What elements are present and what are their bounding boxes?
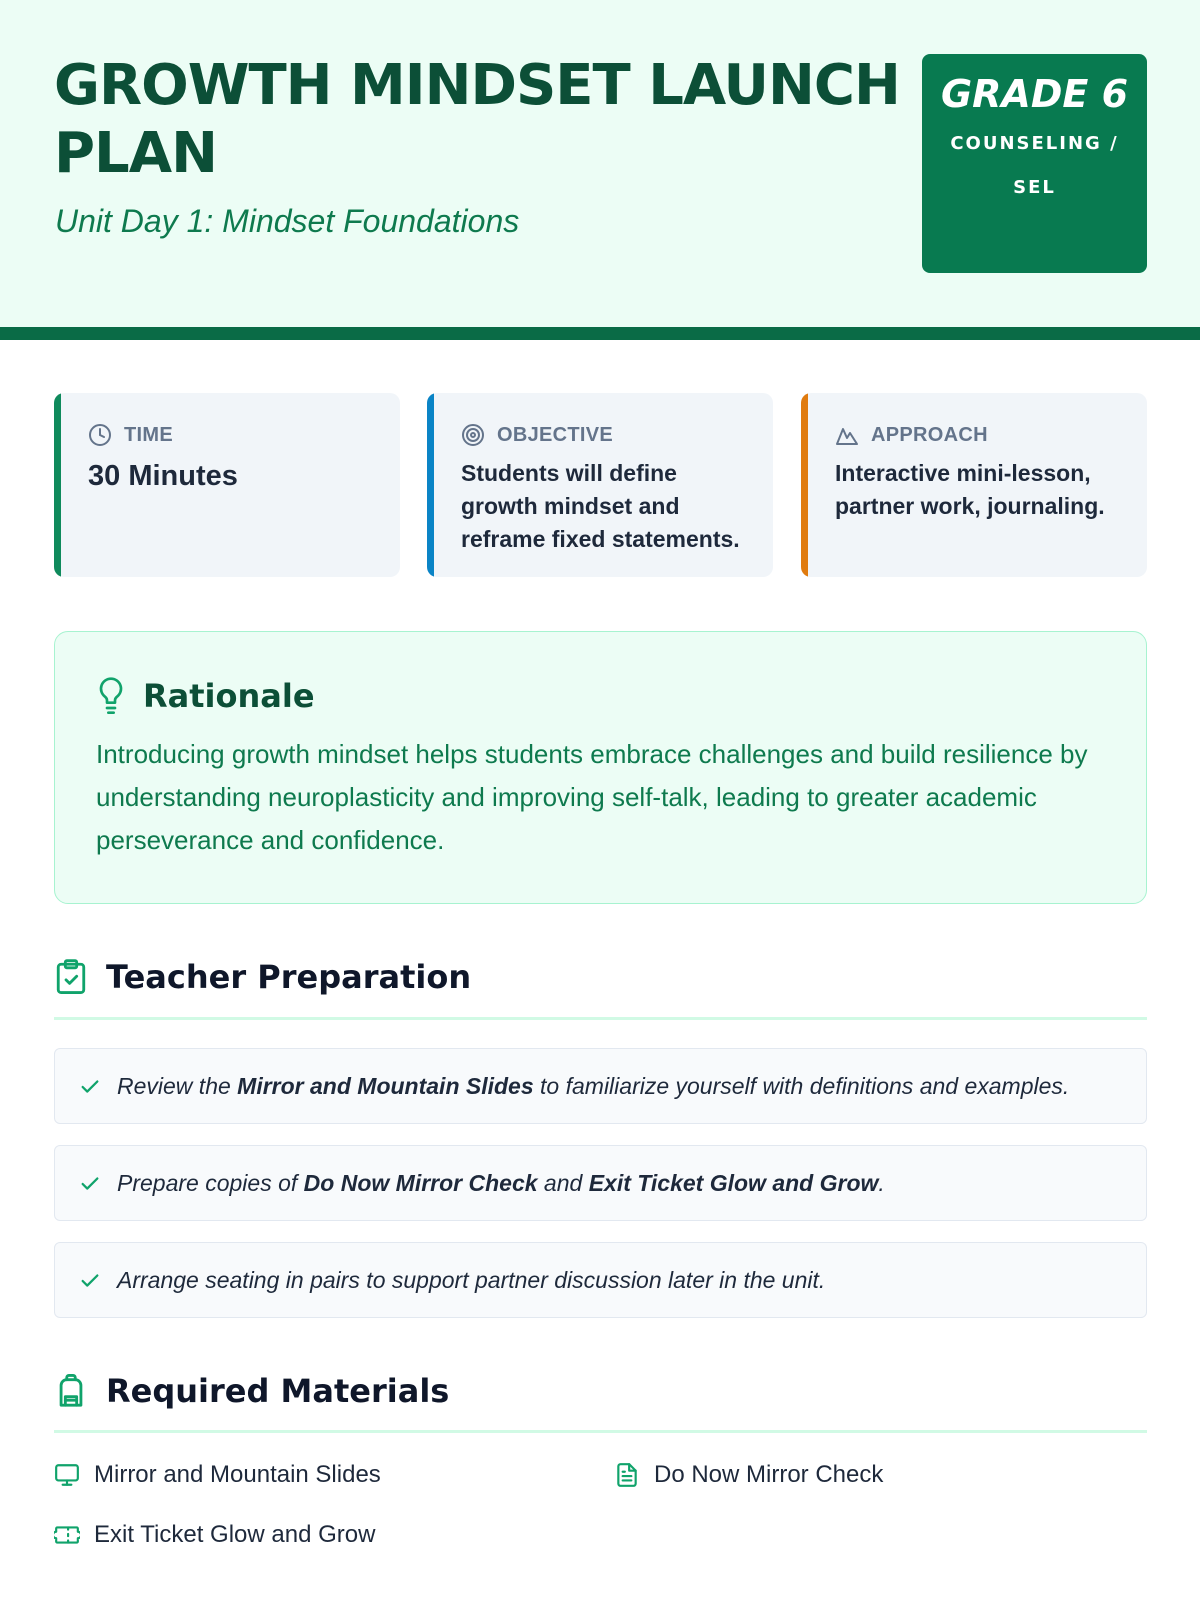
page-subtitle: Unit Day 1: Mindset Foundations <box>55 203 520 239</box>
card-accent <box>427 393 434 577</box>
time-label: TIME <box>124 423 173 446</box>
rationale-title: Rationale <box>143 677 315 715</box>
check-icon <box>79 1270 101 1292</box>
card-label <box>461 423 613 447</box>
info-cards <box>54 393 1147 577</box>
check-icon <box>79 1076 101 1098</box>
material-label: Mirror and Mountain Slides <box>94 1461 381 1488</box>
preparation-title: Teacher Preparation <box>106 958 472 996</box>
preparation-header <box>54 958 471 996</box>
approach-value: Interactive mini-lesson, partner work, journaling. <box>835 460 1105 519</box>
backpack-icon <box>54 1372 88 1410</box>
clock-icon <box>88 423 112 447</box>
prep-item-text: Prepare copies of Do Now Mirror Check and Exit Ticket Glow and Grow. <box>117 1170 885 1196</box>
prep-item <box>54 1242 1147 1318</box>
grade-badge <box>922 54 1147 273</box>
prep-item-text: Arrange seating in pairs to support partner discussion later in the unit. <box>117 1267 826 1293</box>
prep-item <box>54 1145 1147 1221</box>
monitor-icon <box>54 1462 80 1488</box>
card-label <box>88 423 173 447</box>
approach-card <box>801 393 1147 577</box>
section-divider <box>54 1017 1147 1020</box>
material-item <box>54 1521 375 1549</box>
material-item <box>614 1461 883 1489</box>
grade-label: GRADE 6 <box>940 72 1129 116</box>
objective-value: Students will define growth mindset and reframe fixed statements. <box>461 460 740 552</box>
subject-label: COUNSELING / SEL <box>950 133 1119 198</box>
rationale-header <box>95 676 315 716</box>
document-icon <box>614 1462 640 1488</box>
material-item <box>54 1461 381 1489</box>
prep-item <box>54 1048 1147 1124</box>
lightbulb-icon <box>95 676 127 716</box>
materials-header <box>54 1372 449 1410</box>
check-icon <box>79 1173 101 1195</box>
card-accent <box>54 393 61 577</box>
time-value: 30 Minutes <box>88 460 238 492</box>
materials-title: Required Materials <box>106 1372 450 1410</box>
card-label <box>835 423 988 447</box>
mountain-icon <box>835 423 859 447</box>
material-label: Exit Ticket Glow and Grow <box>94 1521 376 1548</box>
ticket-icon <box>54 1522 80 1548</box>
material-label: Do Now Mirror Check <box>654 1461 884 1488</box>
rationale-box <box>54 631 1147 904</box>
target-icon <box>461 423 485 447</box>
header-divider <box>0 327 1200 340</box>
objective-label: OBJECTIVE <box>497 423 614 446</box>
clipboard-check-icon <box>54 958 88 996</box>
page-title: GROWTH MINDSET LAUNCH PLAN <box>54 53 900 186</box>
approach-label: APPROACH <box>871 423 988 446</box>
objective-card <box>427 393 773 577</box>
prep-item-text: Review the Mirror and Mountain Slides to familiarize yourself with definitions and examples. <box>117 1073 1070 1099</box>
section-divider <box>54 1430 1147 1433</box>
time-card <box>54 393 400 577</box>
rationale-text: Introducing growth mindset helps students embrace challenges and build resilience by understanding neuroplasticity and improving self-talk, leading to greater academic perseverance and confidence. <box>96 739 1088 855</box>
card-accent <box>801 393 808 577</box>
